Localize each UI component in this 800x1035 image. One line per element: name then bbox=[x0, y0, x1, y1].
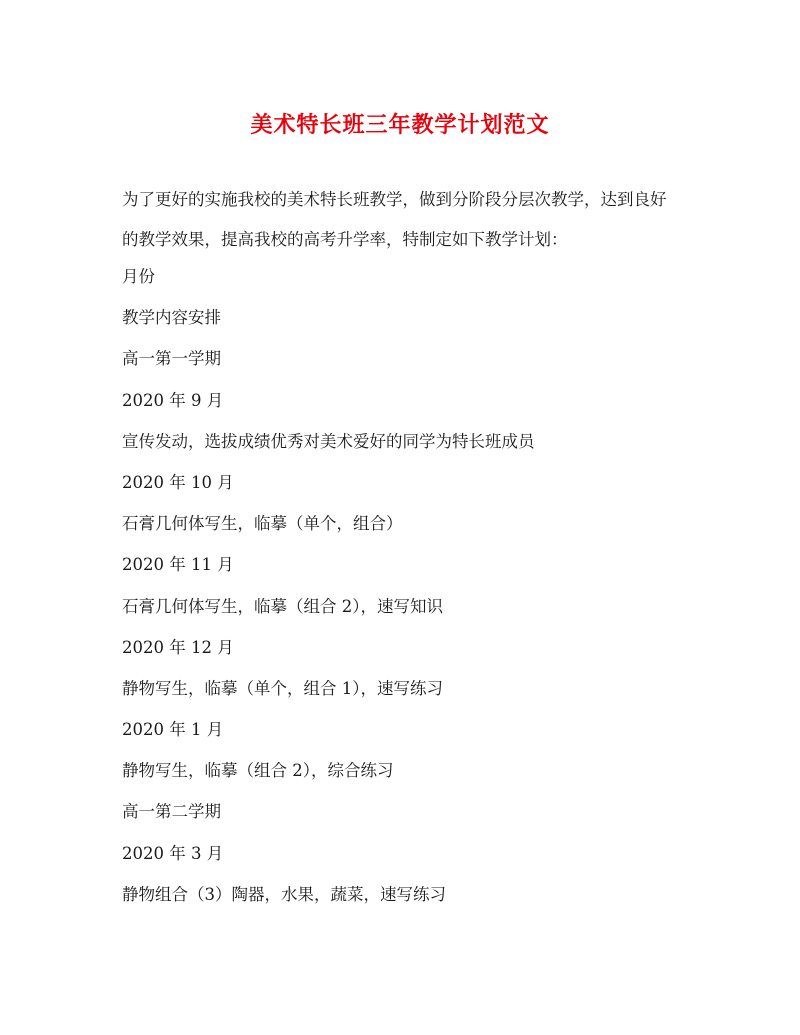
plan-line: 石膏几何体写生，临摹（组合 2），速写知识 bbox=[122, 596, 443, 616]
plan-line: 高一第二学期 bbox=[122, 802, 221, 822]
plan-line: 静物组合（3）陶器，水果，蔬菜，速写练习 bbox=[122, 884, 446, 904]
plan-line: 月份 bbox=[122, 267, 155, 286]
plan-line: 2020 年 9 月 bbox=[122, 390, 224, 410]
plan-line: 2020 年 12 月 bbox=[122, 637, 234, 657]
plan-line: 高一第一学期 bbox=[122, 349, 221, 369]
plan-line: 2020 年 10 月 bbox=[122, 472, 234, 492]
plan-line: 2020 年 11 月 bbox=[122, 555, 234, 575]
plan-line: 2020 年 1 月 bbox=[122, 720, 224, 740]
plan-line: 教学内容安排 bbox=[122, 308, 221, 328]
plan-line: 石膏几何体写生，临摹（单个，组合） bbox=[122, 514, 403, 534]
plan-line: 2020 年 3 月 bbox=[122, 843, 224, 863]
plan-line: 宣传发动，选拔成绩优秀对美术爱好的同学为特长班成员 bbox=[122, 431, 535, 451]
plan-line: 静物写生，临摹（单个，组合 1），速写练习 bbox=[122, 678, 443, 698]
document-title: 美术特长班三年教学计划范文 bbox=[250, 112, 550, 138]
intro-paragraph: 为了更好的实施我校的美术特长班教学，做到分阶段分层次教学，达到良好的教学效果，提高我校的高考升学率，特制定如下教学计划： bbox=[122, 190, 667, 249]
plan-lines bbox=[122, 262, 682, 921]
plan-line: 静物写生，临摹（组合 2），综合练习 bbox=[122, 761, 394, 781]
